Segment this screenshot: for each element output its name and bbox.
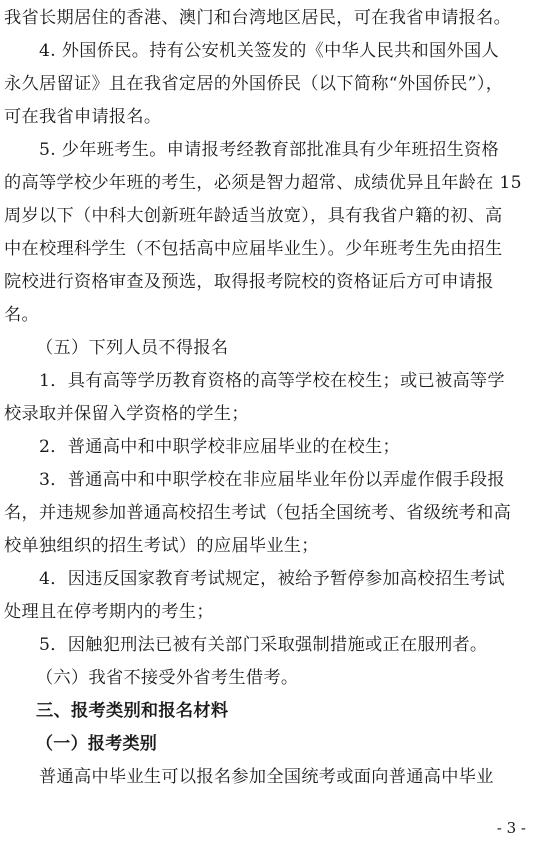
paragraph-line: 4. 外国侨民。持有公安机关签发的《中华人民共和国外国人 bbox=[39, 41, 499, 61]
section-heading-6: （六）我省不接受外省考生借考。 bbox=[36, 668, 299, 688]
paragraph-line: 可在我省申请报名。 bbox=[4, 107, 162, 127]
paragraph-line: 周岁以下（中科大创新班年龄适当放宽），具有我省户籍的初、高 bbox=[4, 206, 503, 226]
paragraph-line: 普通高中毕业生可以报名参加全国统考或面向普通高中毕业 bbox=[39, 767, 494, 787]
list-item-2: 2．普通高中和中职学校非应届毕业的在校生； bbox=[39, 437, 400, 457]
paragraph-line: 的高等学校少年班的考生，必须是智力超常、成绩优异且年龄在 15 bbox=[4, 173, 522, 193]
paragraph-line: 校单独组织的招生考试）的应届毕业生； bbox=[4, 536, 319, 556]
section-heading-5: （五）下列人员不得报名 bbox=[36, 338, 229, 358]
paragraph-line: 名，并违规参加普通高校招生考试（包括全国统考、省级统考和高 bbox=[4, 503, 512, 523]
paragraph-line: 我省长期居住的香港、澳门和台湾地区居民，可在我省申请报名。 bbox=[4, 8, 512, 28]
paragraph-line: 中在校理科学生（不包括高中应届毕业生）。少年班考生先由招生 bbox=[4, 239, 503, 259]
list-item-4: 4．因违反国家教育考试规定，被给予暂停参加高校招生考试 bbox=[39, 569, 505, 589]
list-item-3: 3．普通高中和中职学校在非应届毕业年份以弄虚作假手段报 bbox=[39, 470, 505, 490]
list-item-1: 1．具有高等学历教育资格的高等学校在校生；或已被高等学 bbox=[39, 371, 505, 391]
paragraph-line: 院校进行资格审查及预选，取得报考院校的资格证后方可申请报 bbox=[4, 272, 494, 292]
paragraph-line: 处理且在停考期内的考生； bbox=[4, 602, 214, 622]
paragraph-line: 名。 bbox=[4, 305, 39, 325]
section-title: 三、报考类别和报名材料 bbox=[36, 701, 229, 721]
paragraph-line: 永久居留证》且在我省定居的外国侨民（以下简称“外国侨民”）， bbox=[4, 74, 504, 94]
list-item-5: 5．因触犯刑法已被有关部门采取强制措施或正在服刑者。 bbox=[39, 635, 488, 655]
paragraph-line: 5. 少年班考生。申请报考经教育部批准具有少年班招生资格 bbox=[39, 140, 499, 160]
page-number: - 3 - bbox=[496, 819, 526, 837]
paragraph-line: 校录取并保留入学资格的学生； bbox=[4, 404, 249, 424]
subsection-title: （一）报考类别 bbox=[36, 734, 158, 754]
